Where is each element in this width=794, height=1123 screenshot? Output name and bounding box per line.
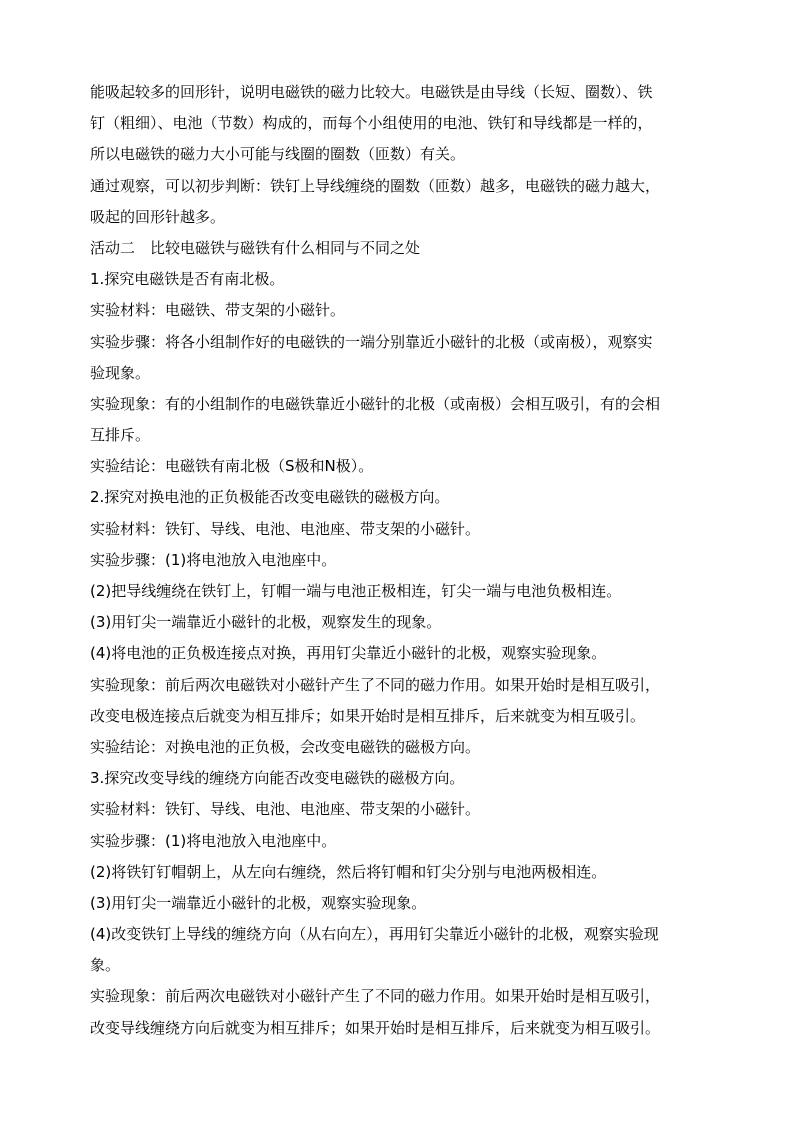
text-line: 实验结论：电磁铁有南北极（S极和N极）。 (90, 457, 374, 476)
text-line: 能吸起较多的回形针，说明电磁铁的磁力比较大。电磁铁是由导线（长短、圈数）、铁 (90, 83, 653, 101)
document-page (90, 77, 710, 1044)
text-line: 验现象。 (90, 363, 151, 382)
text-line: 实验步骤：(1)将电池放入电池座中。 (90, 831, 337, 850)
text-line: (4)将电池的正负极连接点对换，再用钉尖靠近小磁针的北极，观察实验现象。 (90, 644, 607, 663)
text-line: (2)把导线缠绕在铁钉上，钉帽一端与电池正极相连，钉尖一端与电池负极相连。 (90, 582, 622, 600)
text-line: 实验现象：有的小组制作的电磁铁靠近小磁针的北极（或南极）会相互吸引，有的会相 (90, 394, 661, 413)
text-line: 所以电磁铁的磁力大小可能与线圈的圈数（匝数）有关。 (90, 145, 466, 164)
subsection-heading: 3.探究改变导线的缠绕方向能否改变电磁铁的磁极方向。 (90, 769, 465, 788)
text-line: 实验材料：铁钉、导线、电池、电池座、带支架的小磁针。 (90, 519, 481, 538)
text-line: 实验材料：铁钉、导线、电池、电池座、带支架的小磁针。 (90, 800, 481, 819)
text-line: (4)改变铁钉上导线的缠绕方向（从右向左），再用钉尖靠近小磁针的北极，观察实验现 (90, 925, 659, 944)
text-line: (3)用钉尖一端靠近小磁针的北极，观察实验现象。 (90, 893, 427, 912)
text-line: 实验现象：前后两次电磁铁对小磁针产生了不同的磁力作用。如果开始时是相互吸引， (90, 987, 661, 1006)
text-line: 实验步骤：将各小组制作好的电磁铁的一端分别靠近小磁针的北极（或南极），观察实 (90, 332, 653, 351)
subsection-heading: 2.探究对换电池的正负极能否改变电磁铁的磁极方向。 (90, 488, 450, 507)
text-line: 钉（粗细）、电池（节数）构成的，而每个小组使用的电池、铁钉和导线都是一样的， (90, 114, 653, 133)
text-line: 实验材料：电磁铁、带支架的小磁针。 (90, 301, 346, 320)
text-line: 实验步骤：(1)将电池放入电池座中。 (90, 550, 337, 569)
text-line: 改变电极连接点后就变为相互排斥；如果开始时是相互排斥，后来就变为相互吸引。 (90, 706, 646, 725)
text-line: 改变导线缠绕方向后就变为相互排斥；如果开始时是相互排斥，后来就变为相互吸引。 (90, 1018, 661, 1037)
text-line: 互排斥。 (90, 426, 151, 445)
text-line: (2)将铁钉钉帽朝上，从左向右缠绕，然后将钉帽和钉尖分别与电池两极相连。 (90, 862, 607, 881)
subsection-heading: 1.探究电磁铁是否有南北极。 (90, 270, 285, 289)
section-heading: 活动二 比较电磁铁与磁铁有什么相同与不同之处 (90, 238, 421, 257)
text-line: 吸起的回形针越多。 (90, 207, 226, 226)
text-line: 象。 (90, 956, 121, 975)
text-line: 通过观察，可以初步判断：铁钉上导线缠绕的圈数（匝数）越多，电磁铁的磁力越大， (90, 176, 661, 195)
text-line: (3)用钉尖一端靠近小磁针的北极，观察发生的现象。 (90, 613, 442, 632)
text-line: 实验结论：对换电池的正负极，会改变电磁铁的磁极方向。 (90, 737, 481, 756)
text-line: 实验现象：前后两次电磁铁对小磁针产生了不同的磁力作用。如果开始时是相互吸引， (90, 675, 661, 694)
